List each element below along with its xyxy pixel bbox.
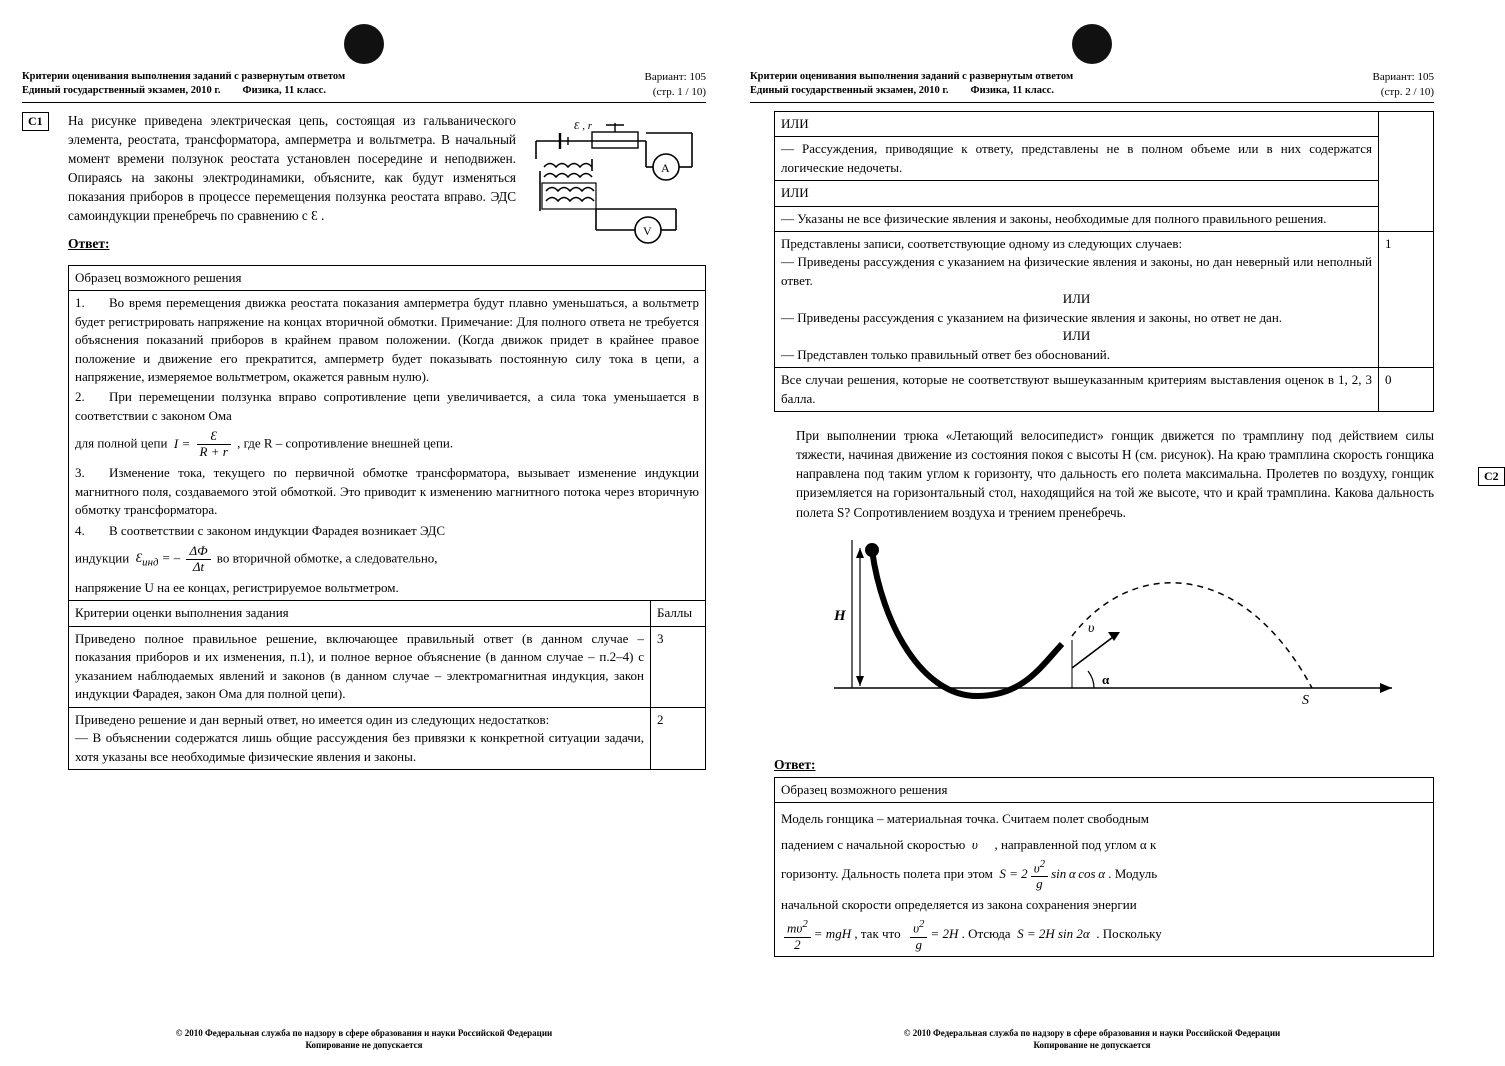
table-row bbox=[775, 111, 1434, 136]
criteria-row-text bbox=[69, 707, 651, 769]
header-divider-right bbox=[750, 102, 1434, 103]
c2-line-5a: , так что bbox=[854, 926, 901, 942]
c2-line-1: Модель гонщика – материальная точка. Считаем полет свободным bbox=[781, 811, 1149, 827]
footer-line-1: © 2010 Федеральная служба по надзору в сфере образования и науки Российской Федерации bbox=[903, 1027, 1281, 1038]
task-tag-c2: C2 bbox=[1478, 467, 1505, 486]
criteria-text: Все случаи решения, которые не соответствуют вышеуказанным критериям выставления оценок в 1, 2, 3 балла. bbox=[775, 368, 1379, 412]
sample-solution-header: Образец возможного решения bbox=[775, 777, 1434, 802]
criteria-text-group bbox=[775, 231, 1379, 367]
header-exam: Единый государственный экзамен, 2010 г. bbox=[22, 85, 221, 97]
emf-label: Ɛ , r bbox=[574, 119, 592, 132]
footer-line-1: © 2010 Федеральная служба по надзору в сфере образования и науки Российской Федерации bbox=[175, 1027, 553, 1038]
solution-body bbox=[69, 291, 706, 601]
solution-p2: При перемещении ползунка вправо сопротивление цепи увеличивается, а сила тока уменьшается в соответствии с законом Ома bbox=[75, 389, 699, 423]
c2-line-4: начальной скорости определяется из закона сохранения энергии bbox=[781, 897, 1137, 913]
table-row bbox=[775, 803, 1434, 956]
c2-line-2b: , направленной под углом α к bbox=[994, 837, 1157, 853]
table-row bbox=[69, 626, 706, 707]
footer-line-2: Копирование не допускается bbox=[1033, 1040, 1151, 1051]
criteria-score: 1 bbox=[1379, 231, 1434, 367]
solution-p3: Изменение тока, текущего по первичной обмотке трансформатора, вызывает изменение индукции магнитного поля, создаваемого этой обмоткой. Это приводит к изменению магнитного потока через вторичную обмотку трансформатора. bbox=[75, 465, 699, 518]
solution-p3-number: 3. bbox=[75, 465, 85, 481]
solution-p1: Во время перемещения движка реостата показания амперметра будут плавно уменьшаться, а вольтметр будет регистрировать напряжение на концах вторичной обмотки. Примечание: Для полного ответа не требуется объяснения показаний приборов в крайнем правом положении. (Когда движок придет в крайнее правое положение и движение его прекратится, амперметр будет показывать постоянную силу тока в цепи, а напряжение, измеряемое вольтметром, окажется равным нулю). bbox=[75, 295, 699, 384]
criteria-header: Критерии оценки выполнения задания bbox=[69, 601, 651, 626]
solution-p4-formula-pre: индукции bbox=[75, 550, 130, 566]
page-left bbox=[0, 0, 728, 1066]
solution-table-c2 bbox=[774, 777, 1434, 957]
formula-range: S = 2 $\frac{\upsilon^2}{g}$ sin α cos α bbox=[996, 858, 1106, 892]
header-exam: Единый государственный экзамен, 2010 г. bbox=[750, 85, 949, 97]
punch-hole-right bbox=[1072, 24, 1112, 64]
criteria-row-sub: — В объяснении содержатся лишь общие рассуждения без привязки к конкретной ситуации задачи, хотя указаны все необходимые физические явления и законы. bbox=[75, 730, 644, 764]
footer-line-2: Копирование не допускается bbox=[305, 1040, 423, 1051]
criteria-text: — Рассуждения, приводящие к ответу, представлены не в полном объеме или в них содержатся логические недочеты. bbox=[775, 137, 1379, 181]
solution-body bbox=[775, 803, 1434, 956]
criteria-or-1: ИЛИ bbox=[775, 111, 1379, 136]
solution-p4-tail: напряжение U на ее концах, регистрируемое вольтметром. bbox=[75, 579, 399, 595]
header-title: Критерии оценивания выполнения заданий с развернутым ответом bbox=[750, 71, 1074, 82]
trajectory-figure bbox=[750, 528, 1434, 738]
formula-v2-over-g: $\frac{\upsilon^2}{g}$ = 2H bbox=[904, 926, 959, 941]
angle-label: α bbox=[1102, 671, 1110, 687]
criteria-row-main: Приведено решение и дан верный ответ, но имеется один из следующих недостатков: bbox=[75, 711, 550, 727]
solution-p2-formula-pre: для полной цепи bbox=[75, 435, 168, 451]
punch-hole-left bbox=[344, 24, 384, 64]
sample-solution-header: Образец возможного решения bbox=[69, 265, 706, 290]
table-row bbox=[775, 368, 1434, 412]
circuit-diagram bbox=[526, 113, 706, 263]
criteria-row-text: Приведено полное правильное решение, включающее правильный ответ (в данном случае – показания приборов и их изменения, п.1), и полное верное объяснение (в данном случае – п.2–4) с указанием наблюдаемых явлений и законов (в данном случае – электромагнитная индукция, закон индукции Фарадея, закон Ома для полной цепи). bbox=[69, 626, 651, 707]
criteria-text: — Указаны не все физические явления и законы, необходимые для полного правильного решения. bbox=[775, 206, 1379, 231]
criteria-table-continued bbox=[774, 111, 1434, 412]
criteria-row-score: 2 bbox=[651, 707, 706, 769]
criteria-text: — Приведены рассуждения с указанием на физические явления и законы, но дан неверный или неполный ответ. bbox=[781, 254, 1372, 288]
header-subject: Физика, 11 класс. bbox=[970, 85, 1054, 97]
solution-p4-formula-post: во вторичной обмотке, а следовательно, bbox=[216, 550, 438, 566]
otvet-label-right: Ответ: bbox=[774, 756, 816, 772]
table-row bbox=[775, 206, 1434, 231]
c2-line-5c: . Поскольку bbox=[1096, 926, 1162, 942]
solution-p2-number: 2. bbox=[75, 389, 85, 405]
footer-left bbox=[0, 1027, 728, 1052]
variant-label: Вариант: 105 bbox=[1372, 71, 1434, 83]
table-row bbox=[775, 181, 1434, 206]
header-divider-left bbox=[22, 102, 706, 103]
solution-p1-number: 1. bbox=[75, 295, 85, 311]
task-c1-text-block bbox=[68, 111, 706, 238]
velocity-vector-symbol: υ⃗ bbox=[968, 837, 992, 853]
header-right bbox=[750, 70, 1434, 100]
criteria-text: — Представлен только правильный ответ без обоснований. bbox=[781, 346, 1111, 362]
otvet-label-left: Ответ: bbox=[68, 235, 110, 251]
variant-label: Вариант: 105 bbox=[644, 71, 706, 83]
formula-ohm-law: I = $\frac{Ɛ}{R + r}$ bbox=[171, 436, 234, 451]
header-subject: Физика, 11 класс. bbox=[242, 85, 326, 97]
task-c1-text: На рисунке приведена электрическая цепь, состоящая из гальванического элемента, реостата, трансформатора, амперметра и вольтметра. В начальный момент времени ползунок реостата установлен посередине и неподвижен. Опираясь на законы электродинамики, объясните, как будут изменяться показания приборов в процессе перемещения ползунка реостата вправо. ЭДС самоиндукции пренебречь по сравнению с Ɛ . bbox=[68, 112, 516, 224]
criteria-or-4: ИЛИ bbox=[1062, 328, 1091, 344]
criteria-text: — Приведены рассуждения с указанием на физические явления и законы, но ответ не дан. bbox=[781, 309, 1283, 325]
task-tag-c1: C1 bbox=[22, 112, 49, 131]
solution-table-c1 bbox=[68, 265, 706, 602]
criteria-row-score: 3 bbox=[651, 626, 706, 707]
page-number-left: (стр. 1 / 10) bbox=[652, 85, 706, 98]
height-label: H bbox=[834, 607, 846, 624]
velocity-label: υ bbox=[1088, 620, 1095, 636]
table-row bbox=[69, 707, 706, 769]
footer-right bbox=[728, 1027, 1456, 1052]
voltmeter-label: V bbox=[643, 223, 652, 238]
table-row bbox=[69, 601, 706, 626]
table-row bbox=[775, 137, 1434, 181]
header-left bbox=[22, 70, 706, 100]
criteria-or-3: ИЛИ bbox=[1062, 291, 1091, 307]
table-row bbox=[775, 231, 1434, 367]
formula-energy: $\frac{m\upsilon^2}{2}$ = mgH bbox=[781, 926, 851, 941]
score-header: Баллы bbox=[651, 601, 706, 626]
distance-label: S bbox=[1302, 692, 1309, 708]
solution-p2-formula-post: , где R – сопротивление внешней цепи. bbox=[237, 435, 454, 451]
table-row bbox=[775, 777, 1434, 802]
table-row bbox=[69, 291, 706, 601]
formula-faraday: $Ɛ_{инд}$ = – $\frac{\Delta Ф}{\Delta t}$ bbox=[132, 550, 213, 565]
solution-p4-number: 4. bbox=[75, 522, 85, 538]
task-c2-text: При выполнении трюка «Летающий велосипедист» гонщик движется по трамплину под действием силы тяжести, начиная движение из состояния покоя с высоты H (см. рисунок). На краю трамплина скорость гонщика направлена под таким углом к горизонту, что дальность его полета максимальна. Пролетев по воздуху, гонщик приземляется на горизонтальный стол, находящийся на той же высоте, что и край трамплина. Какова дальность полета S? Сопротивлением воздуха и трением пренебречь. bbox=[796, 428, 1434, 520]
page-number-right: (стр. 2 / 10) bbox=[1380, 85, 1434, 98]
c2-line-3a: горизонту. Дальность полета при этом bbox=[781, 866, 993, 882]
criteria-or-2: ИЛИ bbox=[775, 181, 1379, 206]
c2-line-3b: . Модуль bbox=[1108, 866, 1158, 882]
formula-result: S = 2H sin 2α bbox=[1013, 926, 1093, 942]
criteria-text: Представлены записи, соответствующие одному из следующих случаев: bbox=[781, 235, 1183, 251]
criteria-table-c1 bbox=[68, 600, 706, 770]
table-row bbox=[69, 265, 706, 290]
ammeter-label: A bbox=[661, 160, 670, 175]
solution-p4: В соответствии с законом индукции Фарадея возникает ЭДС bbox=[109, 522, 446, 538]
c2-line-5b: . Отсюда bbox=[961, 926, 1011, 942]
header-title: Критерии оценивания выполнения заданий с развернутым ответом bbox=[22, 71, 346, 82]
c2-line-2a: падением с начальной скоростью bbox=[781, 837, 966, 853]
criteria-score-empty bbox=[1379, 111, 1434, 231]
page-right bbox=[728, 0, 1499, 1066]
criteria-score: 0 bbox=[1379, 368, 1434, 412]
